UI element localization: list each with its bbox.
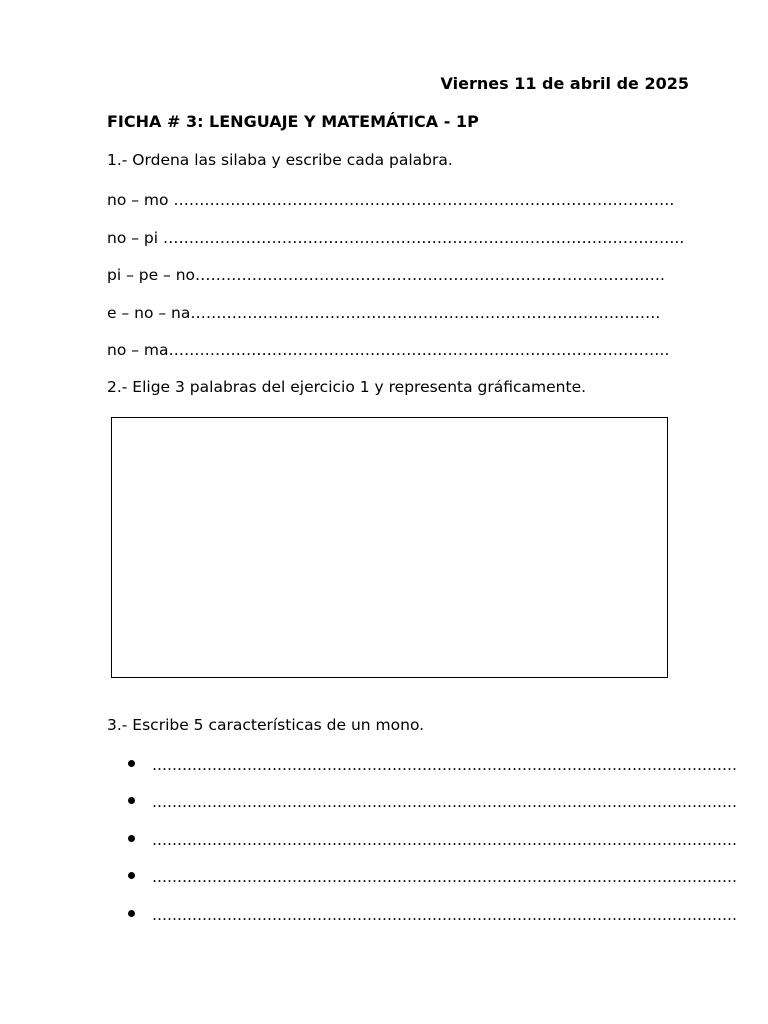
exercise-1-item-4: e – no – na………………………………………………………………………………. — [107, 304, 661, 322]
exercise-1-item-2: no – pi ……………………………………………………………………………………….. — [107, 229, 685, 247]
exercise-1-instruction: 1.- Ordena las silaba y escribe cada palabra. — [107, 151, 453, 169]
exercise-1-item-1: no – mo ……………………………………………………………………………………. — [107, 191, 675, 209]
list-item — [128, 831, 737, 849]
answer-blank[interactable]: ……………………………………………………………………………………………………… — [152, 756, 737, 774]
exercise-1-item-3: pi – pe – no………………………………………………………………………………. — [107, 266, 665, 284]
list-item — [128, 868, 737, 886]
list-item — [128, 906, 737, 924]
worksheet-title: FICHA # 3: LENGUAJE Y MATEMÁTICA - 1P — [107, 112, 479, 131]
bullet-icon — [128, 872, 135, 879]
exercise-3-instruction: 3.- Escribe 5 características de un mono. — [107, 716, 425, 734]
list-item — [128, 793, 737, 811]
list-item — [128, 756, 737, 774]
answer-blank[interactable]: ……………………………………………………………………………………………………… — [152, 906, 737, 924]
date-line: Viernes 11 de abril de 2025 — [440, 74, 689, 93]
bullet-icon — [128, 835, 135, 842]
bullet-icon — [128, 910, 135, 917]
drawing-area-box[interactable] — [111, 417, 668, 678]
bullet-icon — [128, 760, 135, 767]
answer-blank[interactable]: ……………………………………………………………………………………………………… — [152, 868, 737, 886]
answer-blank[interactable]: ……………………………………………………………………………………………………… — [152, 793, 737, 811]
exercise-1-item-5: no – ma……………………………………………………………………………………. — [107, 341, 670, 359]
answer-blank[interactable]: ……………………………………………………………………………………………………… — [152, 831, 737, 849]
bullet-icon — [128, 797, 135, 804]
exercise-2-instruction: 2.- Elige 3 palabras del ejercicio 1 y representa gráficamente. — [107, 378, 587, 396]
